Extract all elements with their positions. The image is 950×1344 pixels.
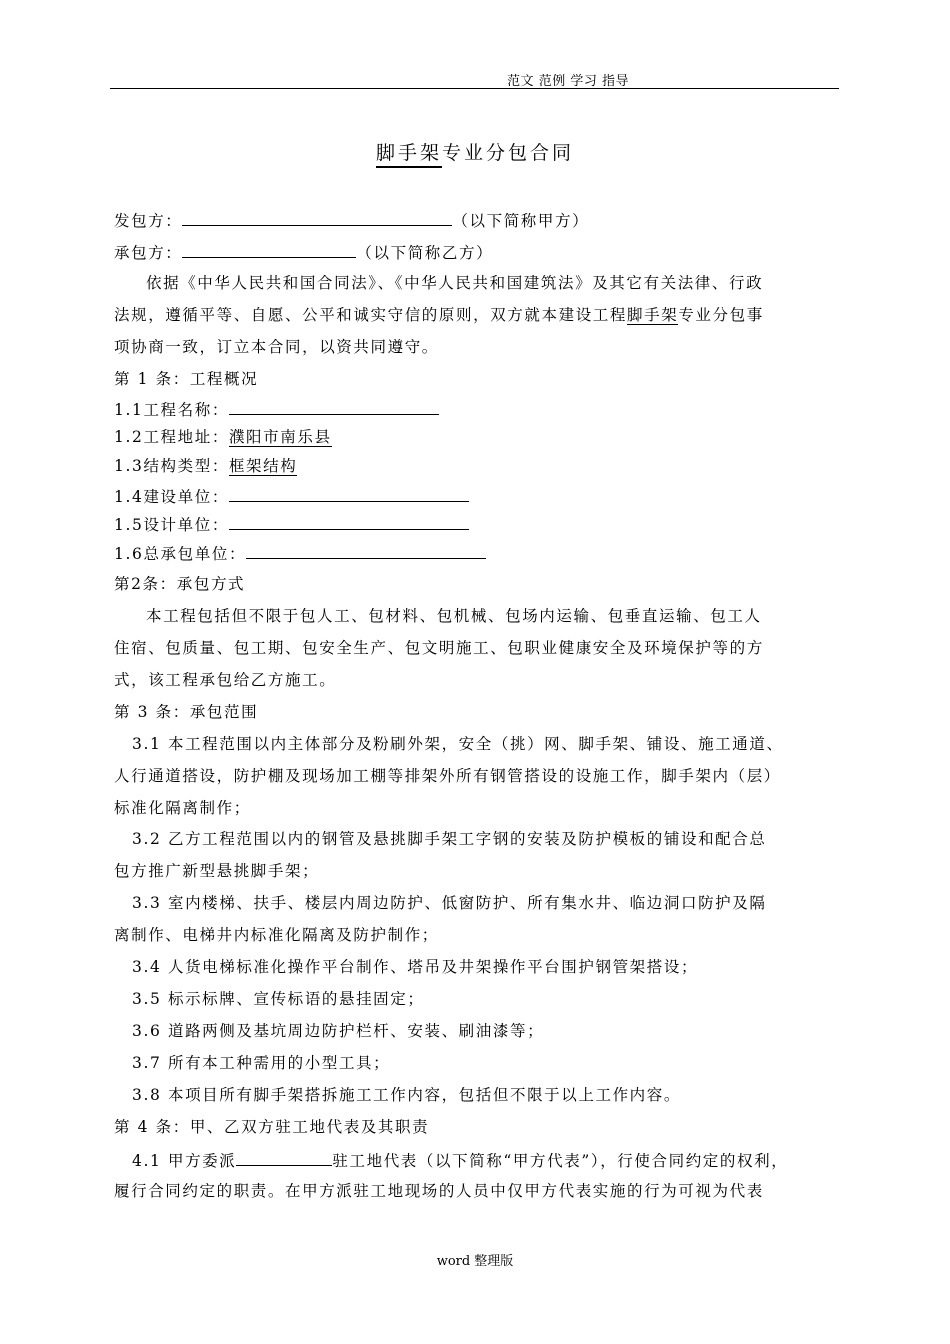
art4-s1-line-2: 履行合同约定的职责。在甲方派驻工地现场的人员中仅甲方代表实施的行为可视为代表	[114, 1182, 764, 1200]
intro-line-1: 依据《中华人民共和国合同法》、《中华人民共和国建筑法》及其它有关法律、行政	[146, 274, 764, 292]
title-rest: 专业分包合同	[442, 142, 575, 164]
art1-general-contractor: 1.6总承包单位：	[114, 542, 486, 564]
art3-s2-line-2: 包方推广新型悬挑脚手架；	[114, 862, 320, 880]
party-a-blank	[182, 209, 452, 226]
art3-s1-line-3: 标准化隔离制作；	[114, 799, 251, 817]
header-text: 范文 范例 学习 指导	[507, 74, 629, 89]
art2-line-2: 住宿、包质量、包工期、包安全生产、包文明施工、包职业健康安全及环境保护等的方	[114, 639, 764, 657]
party-b-blank	[182, 241, 356, 258]
art3-heading: 第 3 条：承包范围	[114, 703, 259, 721]
art3-s8: 3.8 本项目所有脚手架搭拆施工工作内容，包括但不限于以上工作内容。	[132, 1086, 681, 1104]
art4-s1-line-1: 4.1 甲方委派 驻工地代表（以下简称“甲方代表”），行使合同约定的权利，	[132, 1149, 788, 1171]
art3-s3-line-1: 3.3 室内楼梯、扶手、楼层内周边防护、低窗防护、所有集水井、临边洞口防护及隔	[132, 894, 767, 912]
art4-heading: 第 4 条：甲、乙双方驻工地代表及其职责	[114, 1118, 430, 1136]
art3-s1-line-2: 人行通道搭设，防护棚及现场加工棚等排架外所有钢管搭设的设施工作，脚手架内（层）	[114, 767, 781, 785]
art3-s4: 3.4 人货电梯标准化操作平台制作、塔吊及井架操作平台围护钢管架搭设；	[132, 958, 699, 976]
document-title	[0, 138, 950, 165]
title-underlined: 脚手架	[376, 142, 442, 168]
art1-designer: 1.5设计单位：	[114, 513, 469, 535]
art2-heading: 第2条：承包方式	[114, 575, 246, 593]
art1-builder: 1.4建设单位：	[114, 485, 469, 507]
party-a-line: 发包方： （以下简称甲方）	[114, 209, 589, 231]
art1-project-name: 1.1工程名称：	[114, 398, 439, 420]
art3-s5: 3.5 标示标牌、宣传标语的悬挂固定；	[132, 990, 425, 1008]
intro-line-2: 法规，遵循平等、自愿、公平和诚实守信的原则，双方就本建设工程脚手架专业分包事	[114, 306, 764, 324]
page-header	[110, 70, 839, 89]
art3-s7: 3.7 所有本工种需用的小型工具；	[132, 1054, 391, 1072]
art2-line-1: 本工程包括但不限于包人工、包材料、包机械、包场内运输、包垂直运输、包工人	[146, 607, 762, 625]
art1-heading: 第 1 条：工程概况	[114, 370, 259, 388]
intro-line-3: 项协商一致，订立本合同，以资共同遵守。	[114, 338, 439, 356]
art2-line-3: 式，该工程承包给乙方施工。	[114, 671, 337, 689]
art3-s6: 3.6 道路两侧及基坑周边防护栏杆、安装、刷油漆等；	[132, 1022, 545, 1040]
art3-s2-line-1: 3.2 乙方工程范围以内的钢管及悬挑脚手架工字钢的安装及防护模板的铺设和配合总	[132, 830, 767, 848]
art3-s3-line-2: 离制作、电梯井内标准化隔离及防护制作；	[114, 926, 439, 944]
art1-project-address: 1.2工程地址：濮阳市南乐县	[114, 428, 332, 446]
art3-s1-line-1: 3.1 本工程范围以内主体部分及粉刷外架，安全（挑）网、脚手架、铺设、施工通道、	[132, 735, 784, 753]
page-footer: word 整理版	[436, 1254, 514, 1269]
party-b-line: 承包方： （以下简称乙方）	[114, 241, 493, 263]
art4-rep-blank	[236, 1149, 332, 1166]
art1-structure-type: 1.3结构类型：框架结构	[114, 457, 298, 475]
